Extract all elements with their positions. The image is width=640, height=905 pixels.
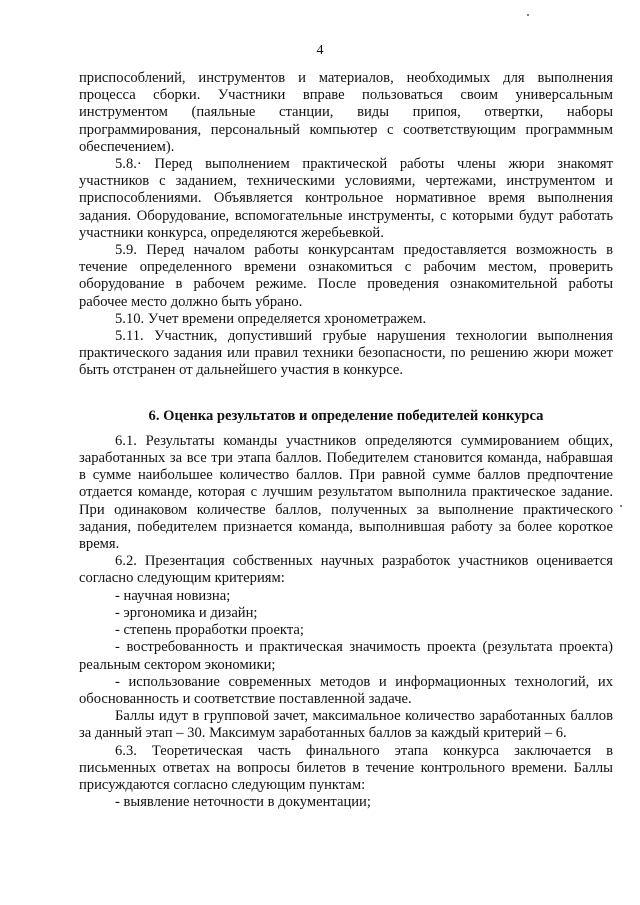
paragraph-5-9: 5.9. Перед началом работы конкурсантам предоставляется возможность в течение определенного времени ознакомиться с рабочим местом, проверить оборудование в рабочем режиме. После проведения ознакомительной работы рабочее место должно быть убрано. bbox=[79, 242, 613, 310]
criteria-item: - использование современных методов и информационных технологий, их обоснованность и соответствие поставленной задаче. bbox=[79, 673, 613, 707]
document-body bbox=[79, 70, 613, 811]
criteria-item: - эргономика и дизайн; bbox=[115, 604, 258, 621]
criteria-item: - степень проработки проекта; bbox=[115, 622, 304, 639]
paragraph-scores: Баллы идут в групповой зачет, максимальное количество заработанных баллов за данный этап – 30. Максимум заработанных баллов за каждый критерий – 6. bbox=[79, 708, 613, 742]
criteria-item: - научная новизна; bbox=[115, 587, 231, 604]
paragraph-6-1: 6.1. Результаты команды участников определяются суммированием общих, заработанных за все три этапа баллов. Победителем становится команда, набравшая в сумме наибольшее количество баллов. При равной сумме баллов предпочтение отдается команде, которая с лучшим результатом выполнила практическое задание. При одинаковом количестве баллов, полученных за выполнение практического задания, победителем признается команда, выполнившая работу за более короткое время. bbox=[79, 432, 613, 553]
criteria-item: - востребованность и практическая значимость проекта (результата проекта) реальным сектором экономики; bbox=[79, 639, 613, 673]
section-heading: 6. Оценка результатов и определение победителей конкурса bbox=[148, 407, 544, 424]
paragraph-5-10: 5.10. Учет времени определяется хронометражем. bbox=[115, 310, 427, 327]
scan-speck bbox=[527, 14, 529, 16]
scan-speck bbox=[620, 505, 622, 507]
paragraph-6-2: 6.2. Презентация собственных научных разработок участников оценивается согласно следующим критериям: bbox=[79, 553, 613, 587]
paragraph-6-3: 6.3. Теоретическая часть финального этапа конкурса заключается в письменных ответах на вопросы билетов в течение контрольного времени. Баллы присуждаются согласно следующим пунктам: bbox=[79, 742, 613, 793]
theory-item: - выявление неточности в документации; bbox=[115, 794, 371, 811]
paragraph-5-11: 5.11. Участник, допустивший грубые нарушения технологии выполнения практического задания или правил техники безопасности, по решению жюри может быть отстранен от дальнейшего участия в конкурсе. bbox=[79, 328, 613, 379]
page-number: 4 bbox=[316, 43, 324, 58]
paragraph-5-8: 5.8.· Перед выполнением практической работы члены жюри знакомят участников с заданием, техническими условиями, чертежами, инструментом и приспособлениями. Объявляется контрольное нормативное время выполнения задания. Оборудование, вспомогательные инструменты, с которыми будут работать участники конкурса, определяются жеребьевкой. bbox=[79, 156, 613, 241]
paragraph-continuation: приспособлений, инструментов и материалов, необходимых для выполнения процесса сборки. Участники вправе пользоваться своим универсальным инструментом (паяльные станции, виды припоя, отвертки, наборы программирования, персональный компьютер с соответствующим программным обеспечением). bbox=[79, 70, 613, 155]
